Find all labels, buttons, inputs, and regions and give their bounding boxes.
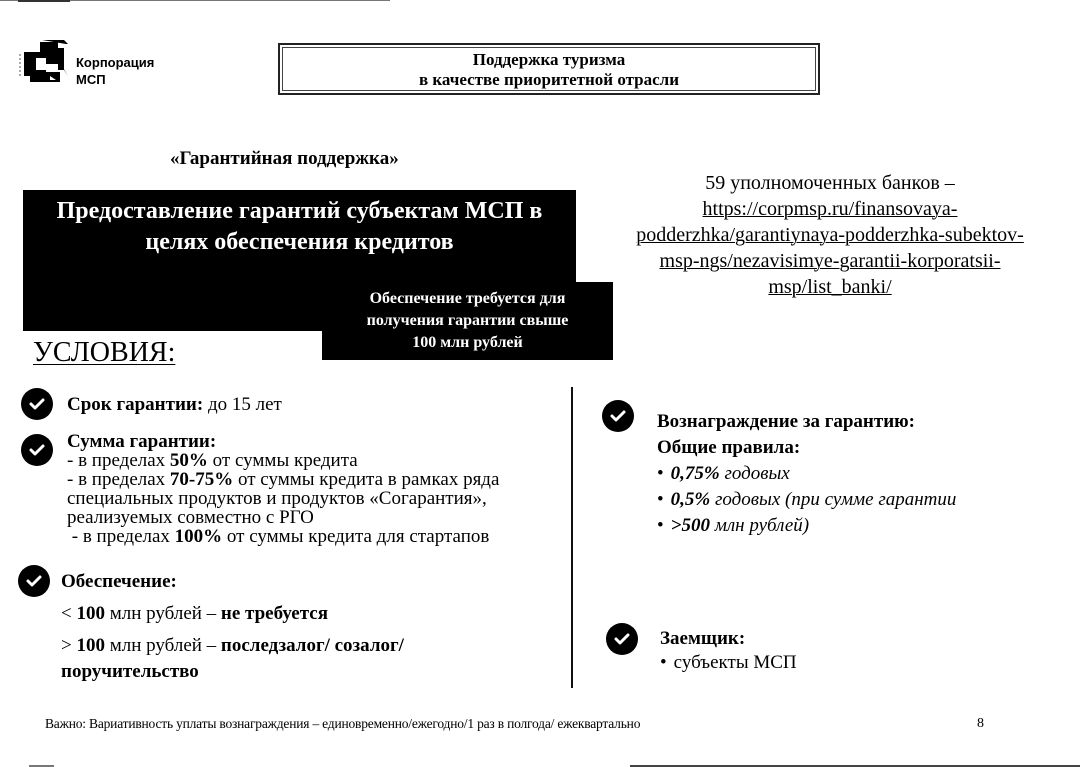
borrower-label: Заемщик: bbox=[660, 628, 746, 649]
banks-list-link[interactable] bbox=[636, 198, 1024, 298]
check-circle-icon bbox=[21, 388, 53, 420]
banks-link-line-1[interactable]: https://corpmsp.ru/finansovaya- bbox=[702, 198, 958, 220]
banner-main-text bbox=[23, 196, 576, 258]
page-number: 8 bbox=[977, 716, 984, 731]
reward-item: • >500 млн рублей) bbox=[657, 513, 956, 539]
section-title: «Гарантийная поддержка» bbox=[170, 148, 399, 169]
check-circle-icon bbox=[21, 434, 53, 466]
banner-sub-box bbox=[322, 282, 613, 360]
column-divider bbox=[571, 387, 573, 688]
banner-sub-line-1: Обеспечение требуется для bbox=[369, 290, 566, 307]
header-title-line-2: в качестве приоритетной отрасли bbox=[418, 70, 680, 89]
collateral-label: Обеспечение: bbox=[61, 571, 177, 592]
collateral-line-2: > 100 млн рублей – последзалог/ созалог/ bbox=[61, 635, 404, 656]
check-circle-icon bbox=[606, 623, 638, 655]
banks-link-line-2[interactable]: podderzhka/garantiynaya-podderzhka-subektov- bbox=[636, 224, 1024, 246]
reward-sublabel: Общие правила: bbox=[657, 437, 801, 458]
term-label: Срок гарантии: bbox=[67, 394, 204, 415]
banks-count-text: 59 уполномоченных банков – bbox=[705, 172, 955, 194]
condition-term bbox=[67, 395, 282, 414]
footer-note: Важно: Вариативность уплаты вознаграждения – единовременно/ежегодно/1 раз в полгода/ ежеквартально bbox=[45, 716, 641, 731]
corporation-msp-logo-icon bbox=[16, 38, 76, 88]
reward-label: Вознаграждение за гарантию: bbox=[657, 411, 916, 432]
condition-collateral bbox=[61, 572, 177, 591]
amount-line: - в пределах 100% от суммы кредита для стартапов bbox=[67, 526, 490, 547]
banner-sub-line-2: получения гарантии свыше bbox=[366, 312, 569, 329]
reward-item: • 0,5% годовых (при сумме гарантии bbox=[657, 487, 956, 513]
check-circle-icon bbox=[18, 565, 50, 597]
collateral-line-3: поручительство bbox=[61, 661, 199, 682]
condition-borrower bbox=[660, 627, 797, 675]
check-circle-icon bbox=[602, 400, 634, 432]
scan-edge bbox=[18, 0, 70, 2]
collateral-line-1: < 100 млн рублей – не требуется bbox=[61, 603, 329, 624]
conditions-title: УСЛОВИЯ: bbox=[33, 337, 176, 368]
condition-amount bbox=[67, 432, 499, 546]
reward-item: • 0,75% годовых bbox=[657, 461, 956, 487]
amount-line: - в пределах 50% от суммы кредита bbox=[67, 450, 358, 471]
banks-link-line-3[interactable]: msp-ngs/nezavisimye-garantii-korporatsii- bbox=[659, 250, 1001, 272]
banks-block bbox=[615, 170, 1045, 300]
logo-line-1: Корпорация bbox=[76, 55, 155, 70]
borrower-item: • субъекты МСП bbox=[660, 651, 797, 675]
banks-link-line-4[interactable]: msp/list_banki/ bbox=[768, 276, 892, 298]
amount-line: - в пределах 70-75% от суммы кредита в рамках ряда bbox=[67, 469, 500, 490]
amount-label: Сумма гарантии: bbox=[67, 431, 217, 452]
banner-main-line-2: целях обеспечения кредитов bbox=[145, 229, 454, 255]
amount-line: реализуемых совместно с РГО bbox=[67, 507, 314, 528]
logo-line-2: МСП bbox=[76, 72, 106, 87]
condition-reward bbox=[657, 409, 956, 539]
amount-line: специальных продуктов и продуктов «Согарантия», bbox=[67, 488, 487, 509]
term-value: до 15 лет bbox=[203, 394, 282, 415]
header-title-line-1: Поддержка туризма bbox=[472, 50, 626, 69]
logo-text bbox=[76, 54, 154, 88]
banner-sub-line-3: 100 млн рублей bbox=[412, 334, 523, 351]
header-title-box bbox=[278, 43, 820, 95]
banner-main-line-1: Предоставление гарантий субъектам МСП в bbox=[56, 198, 543, 224]
